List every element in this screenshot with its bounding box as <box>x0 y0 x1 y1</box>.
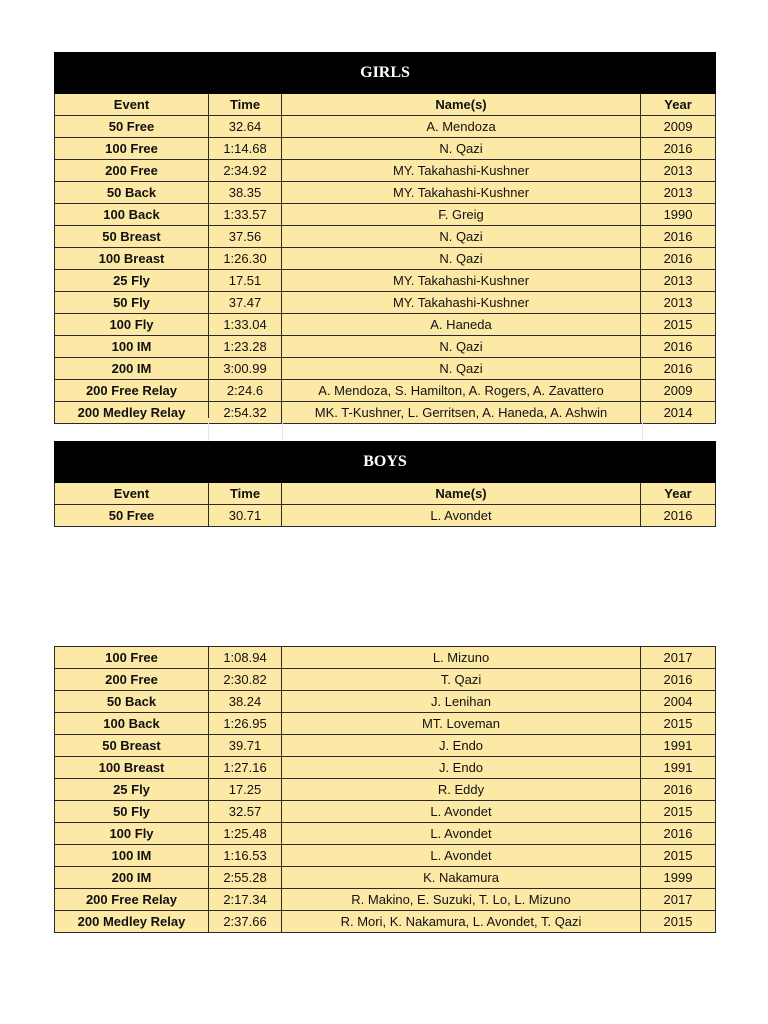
event-cell: 50 Breast <box>55 735 209 757</box>
table-row <box>55 248 716 270</box>
girls-title-row <box>55 53 716 94</box>
time-cell: 1:27.16 <box>209 757 282 779</box>
names-cell: N. Qazi <box>282 248 641 270</box>
year-cell: 2009 <box>641 116 716 138</box>
event-cell: 100 IM <box>55 845 209 867</box>
names-cell: A. Haneda <box>282 314 641 336</box>
table-row <box>55 713 716 735</box>
column-header-year: Year <box>641 94 716 116</box>
time-cell: 37.47 <box>209 292 282 314</box>
year-cell: 1991 <box>641 757 716 779</box>
event-cell: 25 Fly <box>55 270 209 292</box>
girls-title: GIRLS <box>55 53 716 94</box>
table-row <box>55 779 716 801</box>
names-cell: J. Endo <box>282 735 641 757</box>
year-cell: 2015 <box>641 845 716 867</box>
event-cell: 200 Free Relay <box>55 380 209 402</box>
names-cell: R. Mori, K. Nakamura, L. Avondet, T. Qazi <box>282 911 641 933</box>
table-row <box>55 358 716 380</box>
time-cell: 1:16.53 <box>209 845 282 867</box>
names-cell: N. Qazi <box>282 358 641 380</box>
event-cell: 200 IM <box>55 867 209 889</box>
table-row <box>55 735 716 757</box>
event-cell: 50 Back <box>55 182 209 204</box>
year-cell: 2016 <box>641 248 716 270</box>
time-cell: 1:33.04 <box>209 314 282 336</box>
table-row <box>55 138 716 160</box>
time-cell: 2:24.6 <box>209 380 282 402</box>
table-row <box>55 226 716 248</box>
table-row <box>55 270 716 292</box>
year-cell: 2015 <box>641 713 716 735</box>
event-cell: 100 Breast <box>55 757 209 779</box>
event-cell: 50 Breast <box>55 226 209 248</box>
year-cell: 2016 <box>641 336 716 358</box>
year-cell: 2015 <box>641 801 716 823</box>
time-cell: 17.51 <box>209 270 282 292</box>
year-cell: 2016 <box>641 669 716 691</box>
names-cell: MT. Loveman <box>282 713 641 735</box>
event-cell: 50 Free <box>55 505 209 527</box>
year-cell: 2009 <box>641 380 716 402</box>
time-cell: 1:26.30 <box>209 248 282 270</box>
names-cell: F. Greig <box>282 204 641 226</box>
event-cell: 100 Free <box>55 138 209 160</box>
table-row <box>55 380 716 402</box>
names-cell: A. Mendoza <box>282 116 641 138</box>
time-cell: 2:55.28 <box>209 867 282 889</box>
names-cell: MK. T-Kushner, L. Gerritsen, A. Haneda, A. Ashwin <box>282 402 641 424</box>
table-row <box>55 691 716 713</box>
event-cell: 100 Fly <box>55 314 209 336</box>
table-row <box>55 867 716 889</box>
event-cell: 100 Back <box>55 204 209 226</box>
year-cell: 2013 <box>641 182 716 204</box>
time-cell: 1:08.94 <box>209 647 282 669</box>
table-spacer <box>54 418 715 441</box>
names-cell: MY. Takahashi-Kushner <box>282 270 641 292</box>
year-cell: 2015 <box>641 911 716 933</box>
time-cell: 37.56 <box>209 226 282 248</box>
names-cell: L. Avondet <box>282 505 641 527</box>
table-row <box>55 160 716 182</box>
names-cell: J. Lenihan <box>282 691 641 713</box>
column-header-event: Event <box>55 94 209 116</box>
year-cell: 1991 <box>641 735 716 757</box>
event-cell: 50 Free <box>55 116 209 138</box>
time-cell: 30.71 <box>209 505 282 527</box>
names-cell: R. Makino, E. Suzuki, T. Lo, L. Mizuno <box>282 889 641 911</box>
table-row <box>55 757 716 779</box>
table-row <box>55 823 716 845</box>
time-cell: 2:34.92 <box>209 160 282 182</box>
time-cell: 2:17.34 <box>209 889 282 911</box>
event-cell: 200 Medley Relay <box>55 402 209 424</box>
table-row <box>55 292 716 314</box>
names-cell: N. Qazi <box>282 226 641 248</box>
time-cell: 2:54.32 <box>209 402 282 424</box>
year-cell: 2013 <box>641 292 716 314</box>
table-row <box>55 505 716 527</box>
names-cell: L. Avondet <box>282 823 641 845</box>
boys-records-table <box>54 441 716 527</box>
event-cell: 50 Back <box>55 691 209 713</box>
table-row <box>55 204 716 226</box>
table-row <box>55 314 716 336</box>
names-cell: L. Avondet <box>282 801 641 823</box>
table-row <box>55 647 716 669</box>
time-cell: 38.24 <box>209 691 282 713</box>
year-cell: 2014 <box>641 402 716 424</box>
year-cell: 2013 <box>641 270 716 292</box>
column-header-event: Event <box>55 483 209 505</box>
boys-title: BOYS <box>55 442 716 483</box>
time-cell: 38.35 <box>209 182 282 204</box>
time-cell: 1:23.28 <box>209 336 282 358</box>
names-cell: N. Qazi <box>282 138 641 160</box>
table-row <box>55 336 716 358</box>
year-cell: 2017 <box>641 889 716 911</box>
year-cell: 2004 <box>641 691 716 713</box>
names-cell: J. Endo <box>282 757 641 779</box>
names-cell: L. Avondet <box>282 845 641 867</box>
names-cell: MY. Takahashi-Kushner <box>282 182 641 204</box>
event-cell: 50 Fly <box>55 801 209 823</box>
names-cell: A. Mendoza, S. Hamilton, A. Rogers, A. Zavattero <box>282 380 641 402</box>
year-cell: 2017 <box>641 647 716 669</box>
event-cell: 100 Free <box>55 647 209 669</box>
year-cell: 2016 <box>641 358 716 380</box>
boys-header-row <box>55 483 716 505</box>
table-row <box>55 801 716 823</box>
girls-header-row <box>55 94 716 116</box>
event-cell: 200 Free <box>55 669 209 691</box>
column-header-names: Name(s) <box>282 483 641 505</box>
time-cell: 32.64 <box>209 116 282 138</box>
column-header-year: Year <box>641 483 716 505</box>
column-header-names: Name(s) <box>282 94 641 116</box>
year-cell: 2013 <box>641 160 716 182</box>
column-header-time: Time <box>209 483 282 505</box>
year-cell: 2016 <box>641 823 716 845</box>
names-cell: R. Eddy <box>282 779 641 801</box>
names-cell: T. Qazi <box>282 669 641 691</box>
year-cell: 2016 <box>641 779 716 801</box>
table-row <box>55 182 716 204</box>
event-cell: 100 Fly <box>55 823 209 845</box>
girls-records-table <box>54 52 716 424</box>
names-cell: L. Mizuno <box>282 647 641 669</box>
time-cell: 1:14.68 <box>209 138 282 160</box>
time-cell: 1:33.57 <box>209 204 282 226</box>
event-cell: 200 Free Relay <box>55 889 209 911</box>
event-cell: 200 Medley Relay <box>55 911 209 933</box>
table-row <box>55 889 716 911</box>
table-row <box>55 911 716 933</box>
event-cell: 200 IM <box>55 358 209 380</box>
year-cell: 1999 <box>641 867 716 889</box>
event-cell: 100 Breast <box>55 248 209 270</box>
year-cell: 2015 <box>641 314 716 336</box>
time-cell: 2:37.66 <box>209 911 282 933</box>
boys-records-table-continued <box>54 646 716 933</box>
names-cell: MY. Takahashi-Kushner <box>282 160 641 182</box>
names-cell: MY. Takahashi-Kushner <box>282 292 641 314</box>
event-cell: 25 Fly <box>55 779 209 801</box>
table-row <box>55 669 716 691</box>
column-header-time: Time <box>209 94 282 116</box>
time-cell: 2:30.82 <box>209 669 282 691</box>
event-cell: 50 Fly <box>55 292 209 314</box>
year-cell: 2016 <box>641 226 716 248</box>
event-cell: 100 IM <box>55 336 209 358</box>
names-cell: N. Qazi <box>282 336 641 358</box>
year-cell: 1990 <box>641 204 716 226</box>
table-row <box>55 845 716 867</box>
event-cell: 200 Free <box>55 160 209 182</box>
names-cell: K. Nakamura <box>282 867 641 889</box>
time-cell: 3:00.99 <box>209 358 282 380</box>
time-cell: 32.57 <box>209 801 282 823</box>
year-cell: 2016 <box>641 138 716 160</box>
year-cell: 2016 <box>641 505 716 527</box>
time-cell: 39.71 <box>209 735 282 757</box>
time-cell: 1:25.48 <box>209 823 282 845</box>
time-cell: 17.25 <box>209 779 282 801</box>
time-cell: 1:26.95 <box>209 713 282 735</box>
event-cell: 100 Back <box>55 713 209 735</box>
boys-title-row <box>55 442 716 483</box>
table-row <box>55 116 716 138</box>
